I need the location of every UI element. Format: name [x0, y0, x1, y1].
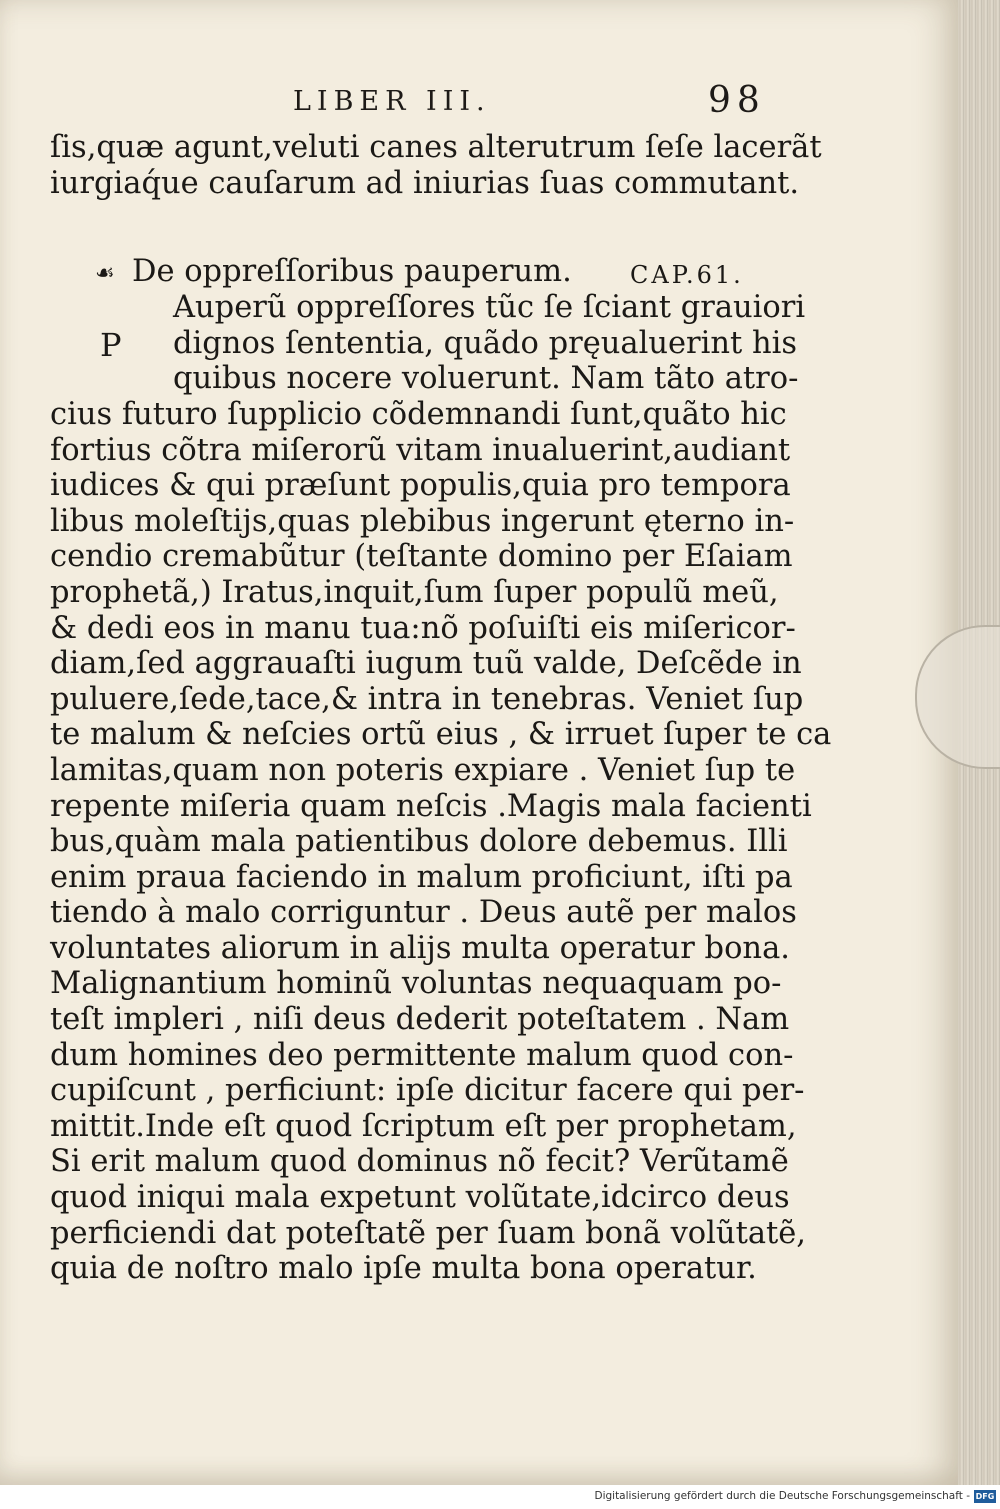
initial-letter: P [100, 325, 122, 364]
text-line: puluere,ſede,tace,& intra in tenebras. Veniet ſup [50, 681, 804, 717]
text-line: te malum & neſcies ortũ eius , & irruet ſuper te ca [50, 717, 832, 753]
text-line: diam,ſed aggrauaſti iugum tuũ valde, Deſcẽde in [50, 646, 802, 682]
text-line: bus,quàm mala patientibus dolore debemus. Illi [50, 824, 788, 860]
text-line: perficiendi dat poteſtatẽ per ſuam bonã volũtatẽ, [50, 1215, 807, 1251]
funding-credit: Digitalisierung gefördert durch die Deutsche Forschungsgemeinschaft - [594, 1490, 970, 1502]
text-line: ſis,quæ agunt,veluti canes alterutrum ſeſe lacerãt [50, 130, 822, 165]
text-line: iurgiaq́ue cauſarum ad iniurias ſuas commutant. [50, 165, 800, 201]
text-line: mittit.Inde eſt quod ſcriptum eſt per prophetam, [50, 1108, 797, 1144]
text-line: enim praua faciendo in malum proficiunt, iſti pa [50, 859, 793, 895]
text-line: dum homines deo permittente malum quod con- [50, 1037, 794, 1073]
text-line: Si erit malum quod dominus nõ fecit? Verũtamẽ [50, 1144, 789, 1180]
text-line: quia de noſtro malo ipſe multa bona operatur. [50, 1251, 757, 1287]
text-line: quibus nocere voluerunt. Nam tãto atro- [173, 361, 799, 397]
text-line: Auperũ oppreſſores tũc ſe ſciant grauiori [173, 290, 806, 326]
text-line: tiendo à malo corriguntur . Deus autẽ per malos [50, 895, 797, 931]
text-line: fortius cõtra miſerorũ vitam inualuerint,audiant [50, 432, 791, 468]
text-line: voluntates aliorum in alijs multa operatur bona. [50, 930, 790, 966]
running-title: LIBER III. [293, 86, 491, 117]
text-line: repente miſeria quam neſcis .Magis mala facienti [50, 788, 812, 824]
chapter-title: De oppreſſoribus pauperum. [132, 254, 572, 290]
text-line: teſt impleri , niſi deus dederit poteſtatem . Nam [50, 1002, 790, 1038]
text-line: & dedi eos in manu tua:nõ poſuiſti eis miſericor- [50, 610, 796, 646]
page-number: 98 [708, 80, 766, 121]
body-text [50, 130, 832, 1287]
text-line: libus moleſtijs,quas plebibus ingerunt ęterno in- [50, 503, 795, 539]
chapter-label: CAP.61. [630, 261, 744, 290]
dfg-logo: DFG [975, 1492, 995, 1501]
text-line: lamitas,quam non poteris expiare . Veniet ſup te [50, 752, 796, 788]
text-line: iudices & qui præſunt populis,quia pro tempora [50, 468, 791, 504]
chapter-heading [50, 254, 790, 290]
text-line-with-initial [50, 325, 798, 364]
page-header [0, 80, 958, 120]
hand-pointer-icon: ☙ [95, 261, 115, 287]
text-line: prophetã,) Iratus,inquit,ſum ſuper populũ meũ, [50, 574, 779, 610]
footer-bar [0, 1485, 1000, 1509]
text-line: Malignantium hominũ voluntas nequaquam po- [50, 966, 782, 1002]
text-line: cius futuro ſupplicio cõdemnandi ſunt,quãto hic [50, 396, 787, 432]
text-line: cendio cremabũtur (teſtante domino per Eſaiam [50, 539, 793, 575]
text-line: dignos ſententia, quãdo pręualuerint his [173, 325, 798, 361]
text-line: quod iniqui mala expetunt volũtate,idcirco deus [50, 1180, 790, 1216]
text-line: cupiſcunt , perficiunt: ipſe dicitur facere qui per- [50, 1073, 805, 1109]
